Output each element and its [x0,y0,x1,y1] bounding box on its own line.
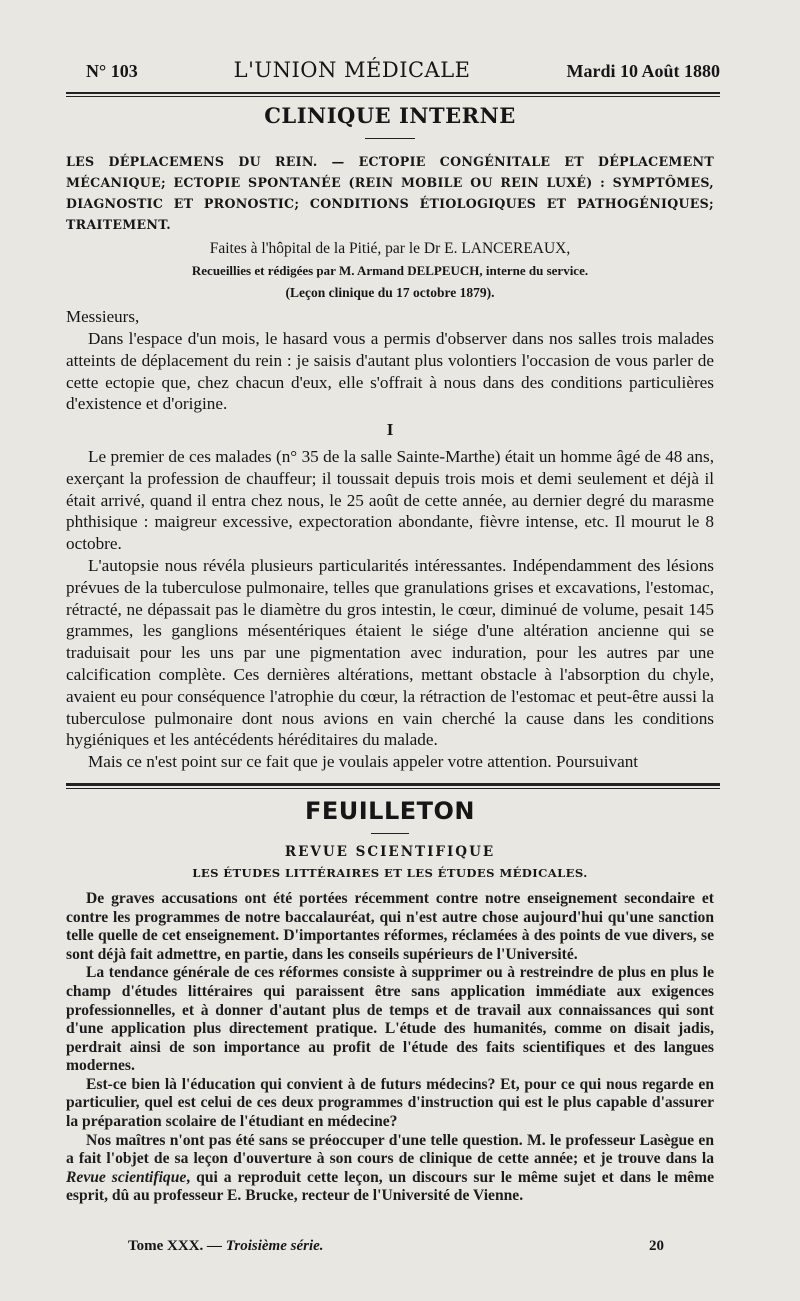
lecture-date: (Leçon clinique du 17 octobre 1879). [285,285,495,300]
roman-numeral-heading: I [386,420,394,440]
body-paragraph: Mais ce n'est point sur ce fait que je voulais appeler votre attention. Poursuivant [88,752,639,772]
feuilleton-subtitle: LES ÉTUDES LITTÉRAIRES ET LES ÉTUDES MÉDICALES. [192,865,588,880]
issue-date: Mardi 10 Août 1880 [566,61,720,81]
body-paragraph: Le premier de ces malades (n° 35 de la salle Sainte-Marthe) était un homme âgé de 48 ans, exerçant la profession de chauffeur; il toussait depuis trois mois et demi seulement et déjà il était arrivé, quand il entra chez nous, le 25 août de cette année, au dernier degré du marasme phthisique : maigreur excessive, expectoration abondante, fièvre intense, etc. Il mourut le 8 octobre. [66,446,714,554]
journal-title: L'UNION MÉDICALE [233,58,471,82]
revue-title: REVUE SCIENTIFIQUE [284,843,496,860]
page-header [86,58,720,88]
salutation: Messieurs, [66,307,140,326]
header-rule [66,92,720,97]
feuilleton-paragraph: La tendance générale de ces réformes consiste à supprimer ou à restreindre de plus en plus le champ d'études littéraires qui paraissent être sans application immédiate aux exigences professionnelles, et à donner d'autant plus de temps et de travail aux connaissances qui sont d'une application plus directement pratique. L'étude des humanités, comme on disait jadis, perdrait ainsi de son importance au profit de l'étude des faits scientifiques et des langues modernes. [66,964,714,1075]
article-subtitle: LES DÉPLACEMENS DU REIN. — ECTOPIE CONGÉNITALE ET DÉPLACEMENT MÉCANIQUE; ECTOPIE SPONTANÉE (REIN MOBILE OU REIN LUXÉ) : SYMPTÔMES, DIAGNOSTIC ET PRONOSTIC; CONDITIONS ÉTIOLOGIQUES ET PATHOGÉNIQUES; TRAITEMENT. [66,154,714,232]
article-collected-by: Recueillies et rédigées par M. Armand DELPEUCH, interne du service. [191,263,589,278]
issue-number: N° 103 [86,61,138,81]
section-title: CLINIQUE INTERNE [264,103,516,128]
feuilleton-text: Nos maîtres n'ont pas été sans se préoccuper d'une telle question. M. le professeur Lasègue en a fait l'objet de sa leçon d'ouverture à son cours de clinique de cette année; et je trouve dans la [66,1131,714,1168]
feuilleton-body [66,890,714,1206]
page-number: 20 [649,1238,664,1254]
tome-info [128,1238,324,1255]
article-byline: Faites à l'hôpital de la Pitié, par le Dr E. LANCEREAUX, [209,240,571,257]
feuilleton-rule [66,783,720,789]
article-body [66,328,714,773]
body-paragraph: L'autopsie nous révéla plusieurs particularités intéressantes. Indépendamment des lésions prévues de la tuberculose pulmonaire, telles que granulations grises et excavations, l'estomac, rétracté, ne dépassait pas le diamètre du gros intestin, le cœur, diminué de volume, pesait 145 grammes, les ganglions mésentériques étaient le siége d'une altération ancienne qui se traduisait pour les uns par une pigmentation avec induration, pour les autres par une calcification complète. Ces dernières altérations, mettant obstacle à l'absorption du chyle, avaient eu pour conséquence l'atrophie du cœur, la rétraction de l'estomac et peut-être aussi la tuberculose pulmonaire dont nous avions en vain cherché la cause dans les conditions hygiéniques et les antécédents héréditaires du malade. [66,555,714,750]
body-paragraph: Dans l'espace d'un mois, le hasard vous a permis d'observer dans nos salles trois malades atteints de déplacement du rein : je saisis d'autant plus volontiers l'occasion de vous parler de cette ectopie que, chez chacun d'eux, elle s'offrait à nous dans des conditions particulières d'existence et d'origine. [66,329,714,414]
feuilleton-paragraph: De graves accusations ont été portées récemment contre notre enseignement secondaire et contre les programmes de notre baccalauréat, qui n'est autre chose aujourd'hui qu'une sanction telle quelle de cet enseignement. D'importantes réformes, réclamées à des points de vue divers, se sont déjà fait admettre, en partie, dans les conseils supérieurs de l'Université. [66,889,714,963]
tome-number: Tome XXX. [128,1238,204,1254]
feuilleton-paragraph [66,1132,714,1206]
feuilleton-title: FEUILLETON [304,796,476,825]
section-divider [365,138,415,139]
feuilleton-divider [371,833,409,834]
feuilleton-text: , qui a reproduit cette leçon, un discours sur le même sujet et dans le même esprit, dû au professeur E. Brucke, recteur de l'Université de Vienne. [66,1168,714,1205]
feuilleton-paragraph: Est-ce bien là l'éducation qui convient à de futurs médecins? Et, pour ce qui nous regarde en particulier, quel est celui de ces deux programmes d'instruction qui est le plus capable d'assurer la préparation scolaire de l'étudiant en médecine? [66,1075,714,1131]
journal-reference: Revue scientifique [66,1168,187,1186]
page-footer [128,1238,664,1255]
series-label: — Troisième série. [207,1238,324,1254]
